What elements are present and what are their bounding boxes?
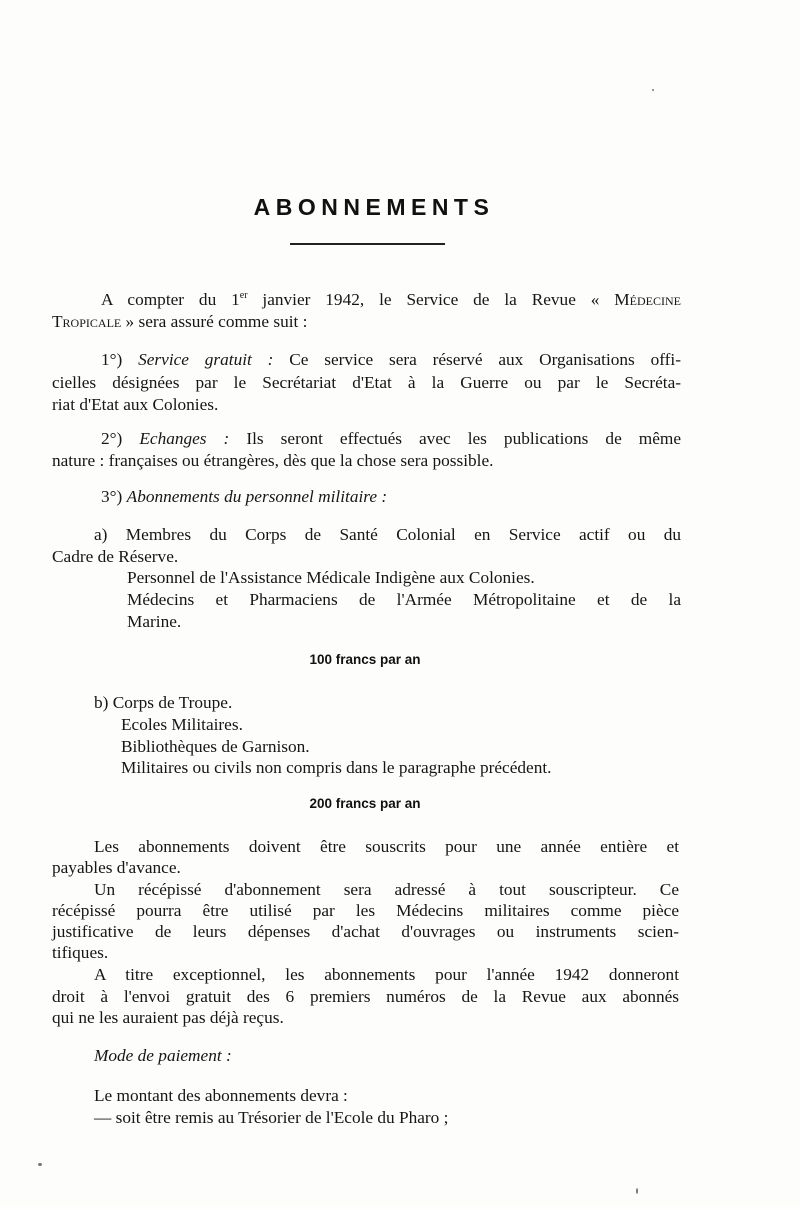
item2-label: Echanges : bbox=[139, 429, 230, 448]
mode-title: Mode de paiement : bbox=[94, 1046, 232, 1065]
recepisse-line-4: tifiques. bbox=[52, 943, 109, 962]
item1-text-1: Ce service sera réservé aux Organisations offi- bbox=[273, 350, 681, 369]
item3-label: Abonnements du personnel militaire : bbox=[126, 487, 388, 506]
intro-sup: er bbox=[239, 290, 248, 302]
item1-number: 1°) bbox=[101, 350, 139, 369]
item3-number: 3°) bbox=[101, 487, 127, 506]
item1-line-3: riat d'Etat aux Colonies. bbox=[52, 395, 219, 414]
section-b-line-4: Militaires ou civils non compris dans le paragraphe précédent. bbox=[121, 758, 552, 777]
price-a: 100 francs par an bbox=[309, 652, 421, 667]
payment-line-2: payables d'avance. bbox=[52, 858, 181, 877]
exception-line-2: droit à l'envoi gratuit des 6 premiers numéros de la Revue aux abonnés bbox=[52, 987, 679, 1006]
section-b-line-2: Ecoles Militaires. bbox=[121, 715, 243, 734]
page-title: ABONNEMENTS bbox=[253, 194, 495, 220]
intro-prefix: A compter du 1 bbox=[101, 290, 240, 309]
item2-number: 2°) bbox=[101, 429, 140, 448]
recepisse-line-1: Un récépissé d'abonnement sera adressé à tout souscripteur. Ce bbox=[94, 880, 679, 899]
section-b-line-3: Bibliothèques de Garnison. bbox=[121, 737, 310, 756]
intro-middle: janvier 1942, le Service de la Revue « bbox=[247, 290, 615, 309]
section-a-line-2: Cadre de Réserve. bbox=[52, 547, 179, 566]
intro-line-2 bbox=[52, 311, 307, 333]
intro-suffix: » sera assuré comme suit : bbox=[121, 312, 308, 331]
section-b-line-1: b) Corps de Troupe. bbox=[94, 693, 233, 712]
price-b: 200 francs par an bbox=[309, 796, 421, 811]
revue-name-part2: Tropicale bbox=[52, 312, 122, 331]
title-underline bbox=[290, 243, 445, 245]
item1-line-1 bbox=[101, 349, 681, 371]
mode-line-1: Le montant des abonnements devra : bbox=[94, 1086, 348, 1105]
recepisse-line-3: justificative de leurs dépenses d'achat d'ouvrages ou instruments scien- bbox=[52, 922, 679, 941]
item2-line-1 bbox=[101, 428, 681, 450]
item3-line bbox=[101, 486, 387, 508]
scan-speck bbox=[38, 1163, 42, 1166]
scan-speck bbox=[652, 89, 654, 91]
section-a-line-3: Personnel de l'Assistance Médicale Indigène aux Colonies. bbox=[127, 568, 535, 587]
scan-speck bbox=[636, 1188, 638, 1194]
exception-line-3: qui ne les auraient pas déjà reçus. bbox=[52, 1008, 284, 1027]
section-a-line-4: Médecins et Pharmaciens de l'Armée Métropolitaine et de la bbox=[127, 590, 681, 609]
recepisse-line-2: récépissé pourra être utilisé par les Médecins militaires comme pièce bbox=[52, 901, 679, 920]
mode-line-2: — soit être remis au Trésorier de l'Ecole du Pharo ; bbox=[94, 1108, 449, 1127]
section-a-line-1: a) Membres du Corps de Santé Colonial en Service actif ou du bbox=[94, 525, 681, 544]
item1-line-2: cielles désignées par le Secrétariat d'Etat à la Guerre ou par le Secréta- bbox=[52, 373, 681, 392]
item2-text-1: Ils seront effectués avec les publications de même bbox=[229, 429, 681, 448]
intro-line-1 bbox=[101, 289, 681, 311]
payment-line-1: Les abonnements doivent être souscrits pour une année entière et bbox=[94, 837, 679, 856]
section-a-line-5: Marine. bbox=[127, 612, 182, 631]
item1-label: Service gratuit : bbox=[138, 350, 274, 369]
revue-name-part1: Médecine bbox=[614, 290, 681, 309]
exception-line-1: A titre exceptionnel, les abonnements pour l'année 1942 donneront bbox=[94, 965, 679, 984]
item2-line-2: nature : françaises ou étrangères, dès que la chose sera possible. bbox=[52, 451, 494, 470]
